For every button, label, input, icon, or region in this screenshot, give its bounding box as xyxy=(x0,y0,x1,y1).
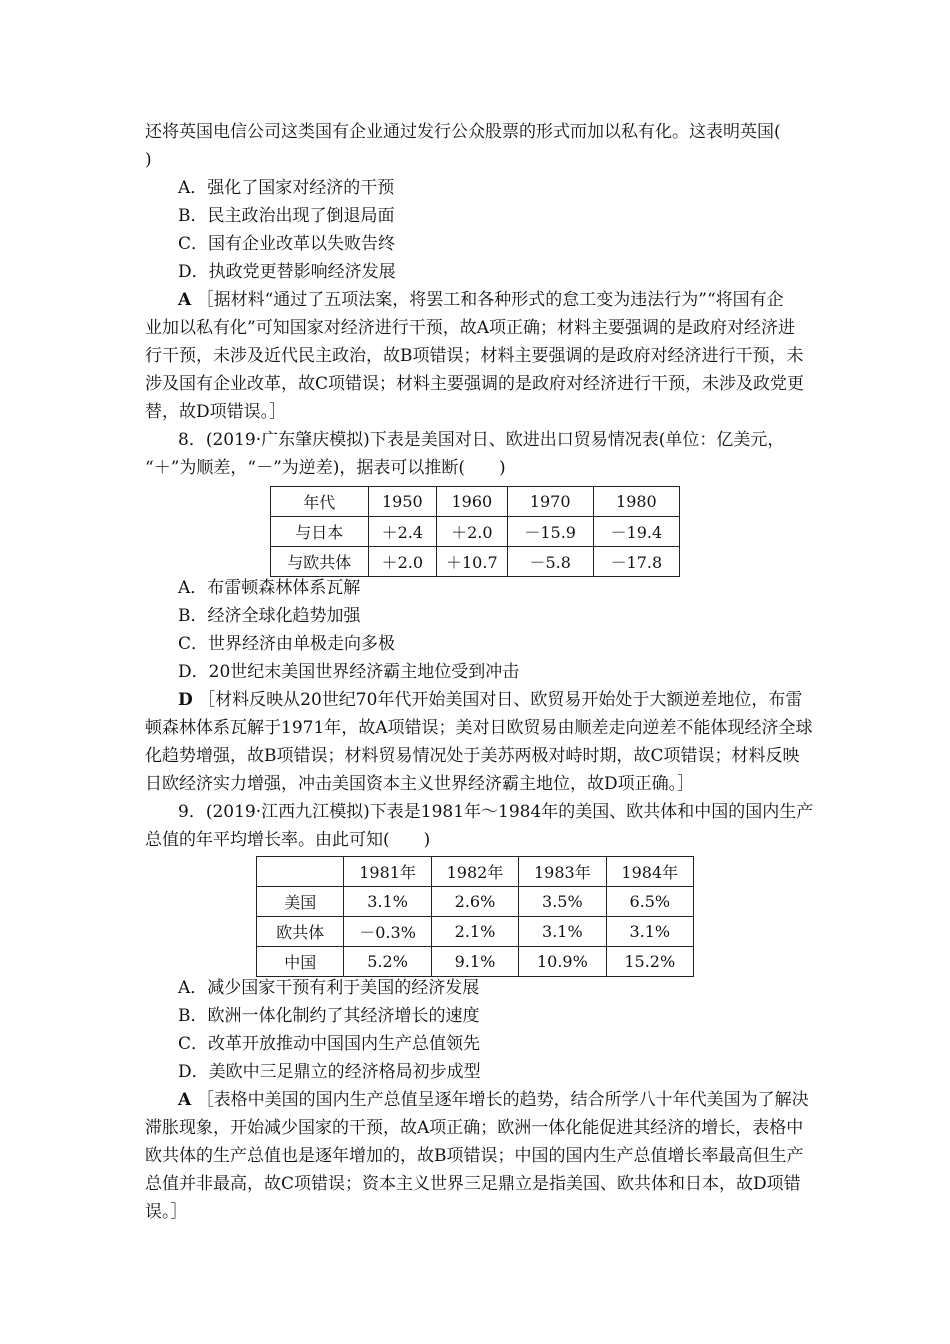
q8-option-d: D．20世纪末美国世界经济霸主地位受到冲击 xyxy=(178,662,520,682)
q8-trade-table xyxy=(270,486,680,577)
table-cell: 1980 xyxy=(593,487,679,517)
q7-option-c: C．国有企业改革以失败告终 xyxy=(178,234,396,254)
q9-explanation-line3: 欧共体的生产总值也是逐年增加的，故B项错误；中国的国内生产总值增长率最高但生产 xyxy=(145,1146,804,1166)
table-cell: 3.1% xyxy=(519,917,606,947)
q7-stem-line1: 还将英国电信公司这类国有企业通过发行公众股票的形式而加以私有化。这表明英国( xyxy=(145,122,781,142)
table-cell: 6.5% xyxy=(606,887,693,917)
q7-answer-letter: A xyxy=(178,290,192,310)
table-cell: 1960 xyxy=(437,487,507,517)
table-cell: 与欧共体 xyxy=(271,547,369,577)
table-cell: ＋10.7 xyxy=(437,547,507,577)
table-cell: 欧共体 xyxy=(257,917,344,947)
table-cell: －19.4 xyxy=(593,517,679,547)
q8-explanation-line2: 顿森林体系瓦解于1971年，故A项错误；美对日欧贸易由顺差走向逆差不能体现经济全球 xyxy=(145,718,813,738)
q8-explanation-line1 xyxy=(178,688,802,712)
table-cell: ＋2.0 xyxy=(368,547,437,577)
table-cell: 5.2% xyxy=(344,947,431,977)
q9-explanation-line1 xyxy=(178,1088,809,1112)
table-cell: 3.5% xyxy=(519,887,606,917)
table-row xyxy=(257,947,694,977)
table-header-row xyxy=(257,857,694,887)
table-cell xyxy=(257,857,344,887)
table-cell: 中国 xyxy=(257,947,344,977)
q7-option-a: A．强化了国家对经济的干预 xyxy=(178,178,395,198)
table-cell: 10.9% xyxy=(519,947,606,977)
q7-explanation-line4: 涉及国有企业改革，故C项错误；材料主要强调的是政府对经济进行干预，未涉及政党更 xyxy=(145,374,805,394)
q7-explanation-text1: ［据材料“通过了五项法案，将罢工和各种形式的怠工变为违法行为”“将国有企 xyxy=(196,290,784,310)
q9-explanation-text1: ［表格中美国的国内生产总值呈逐年增长的趋势，结合所学八十年代美国为了解决 xyxy=(196,1090,809,1110)
q7-explanation-line5: 替，故D项错误。］ xyxy=(145,402,287,422)
table-row xyxy=(257,917,694,947)
table-header-row xyxy=(271,487,680,517)
q8-option-b: B．经济全球化趋势加强 xyxy=(178,606,361,626)
q7-option-d: D．执政党更替影响经济发展 xyxy=(178,262,396,282)
q8-answer-letter: D xyxy=(178,690,193,710)
table-cell: －17.8 xyxy=(593,547,679,577)
q8-stem-line2: “＋”为顺差，“－”为逆差)，据表可以推断( ) xyxy=(145,458,506,478)
table-cell: ＋2.4 xyxy=(368,517,437,547)
table-cell: 1983年 xyxy=(519,857,606,887)
q9-option-a: A．减少国家干预有利于美国的经济发展 xyxy=(178,978,480,998)
table-cell: －0.3% xyxy=(344,917,431,947)
table-cell: 2.6% xyxy=(431,887,518,917)
table-row xyxy=(257,887,694,917)
q8-option-a: A．布雷顿森林体系瓦解 xyxy=(178,578,361,598)
table-cell: 年代 xyxy=(271,487,369,517)
table-cell: 1950 xyxy=(368,487,437,517)
q9-option-d: D．美欧中三足鼎立的经济格局初步成型 xyxy=(178,1062,481,1082)
q9-option-c: C．改革开放推动中国国内生产总值领先 xyxy=(178,1034,481,1054)
table-cell: 3.1% xyxy=(606,917,693,947)
table-row xyxy=(271,517,680,547)
q7-explanation-line3: 行干预，未涉及近代民主政治，故B项错误；材料主要强调的是政府对经济进行干预，未 xyxy=(145,346,804,366)
table-cell: 3.1% xyxy=(344,887,431,917)
q7-option-b: B．民主政治出现了倒退局面 xyxy=(178,206,395,226)
q9-stem-line1: 9．(2019·江西九江模拟)下表是1981年～1984年的美国、欧共体和中国的国内生产 xyxy=(178,802,814,822)
q9-option-b: B．欧洲一体化制约了其经济增长的速度 xyxy=(178,1006,480,1026)
q9-explanation-line4: 总值并非最高，故C项错误；资本主义世界三足鼎立是指美国、欧共体和日本，故D项错 xyxy=(145,1174,801,1194)
q7-stem-line2: ) xyxy=(145,150,152,170)
table-cell: 1970 xyxy=(507,487,593,517)
q8-explanation-text1: ［材料反映从20世纪70年代开始美国对日、欧贸易开始处于大额逆差地位，布雷 xyxy=(198,690,803,710)
q8-explanation-line3: 化趋势增强，故B项错误；材料贸易情况处于美苏两极对峙时期，故C项错误；材料反映 xyxy=(145,746,800,766)
q9-explanation-line5: 误。］ xyxy=(145,1202,188,1222)
q9-explanation-line2: 滞胀现象，开始减少国家的干预，故A项正确；欧洲一体化能促进其经济的增长，表格中 xyxy=(145,1118,804,1138)
table-cell: 1984年 xyxy=(606,857,693,887)
table-cell: －15.9 xyxy=(507,517,593,547)
q9-stem-line2: 总值的年平均增长率。由此可知( ) xyxy=(145,830,431,850)
q8-explanation-line4: 日欧经济实力增强，冲击美国资本主义世界经济霸主地位，故D项正确。］ xyxy=(145,774,695,794)
table-cell: 1981年 xyxy=(344,857,431,887)
table-cell: ＋2.0 xyxy=(437,517,507,547)
table-cell: 2.1% xyxy=(431,917,518,947)
q9-gdp-table xyxy=(256,856,694,977)
q8-option-c: C．世界经济由单极走向多极 xyxy=(178,634,396,654)
table-cell: 15.2% xyxy=(606,947,693,977)
table-cell: 1982年 xyxy=(431,857,518,887)
table-cell: －5.8 xyxy=(507,547,593,577)
table-cell: 9.1% xyxy=(431,947,518,977)
q7-explanation-line1 xyxy=(178,288,784,312)
table-cell: 与日本 xyxy=(271,517,369,547)
q7-explanation-line2: 业加以私有化”可知国家对经济进行干预，故A项正确；材料主要强调的是政府对经济进 xyxy=(145,318,795,338)
q8-stem-line1: 8．(2019·广东肇庆模拟)下表是美国对日、欧进出口贸易情况表(单位：亿美元， xyxy=(178,430,785,450)
table-row xyxy=(271,547,680,577)
q9-answer-letter: A xyxy=(178,1090,192,1110)
table-cell: 美国 xyxy=(257,887,344,917)
